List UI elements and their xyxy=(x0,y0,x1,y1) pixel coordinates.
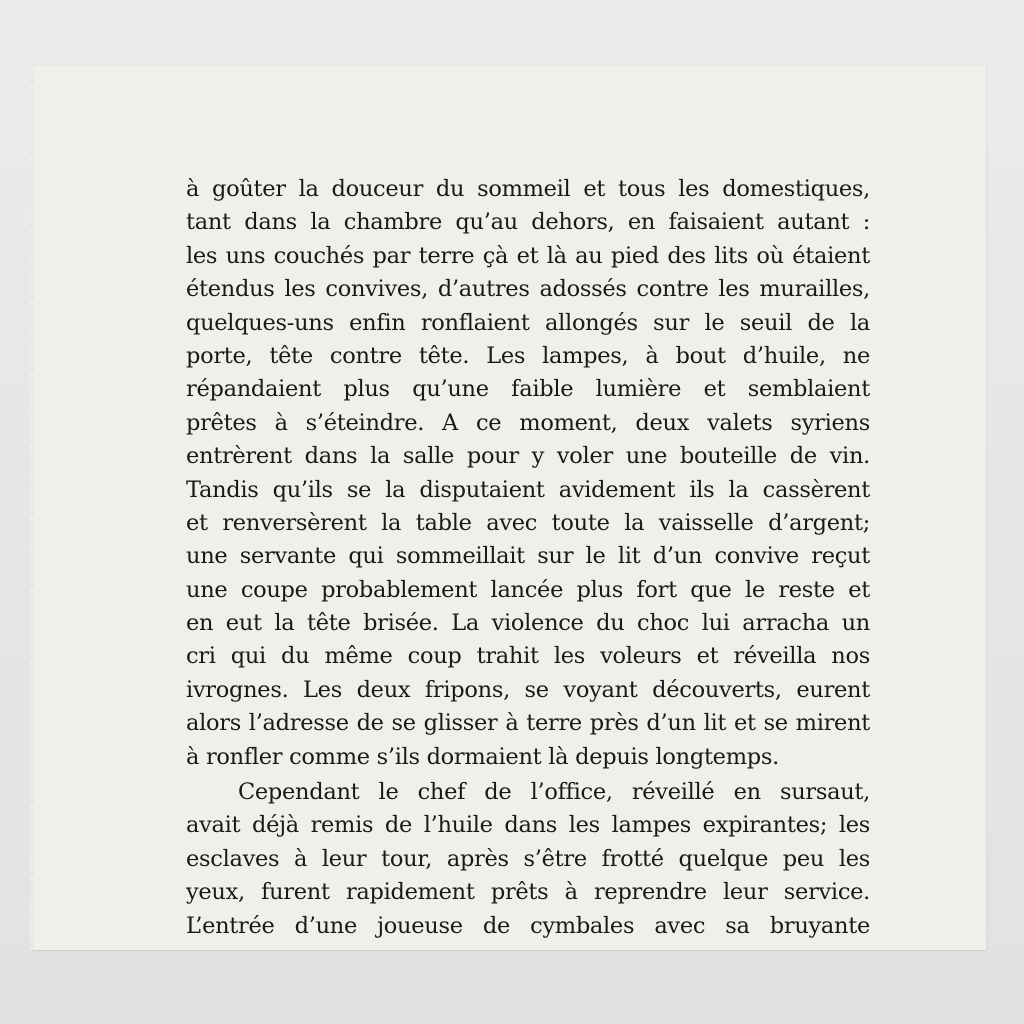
text-line: porte, tête contre tête. Les lampes, à bout d’huile, ne xyxy=(186,342,870,369)
text-line: à goûter la douceur du sommeil et tous les domestiques, xyxy=(186,176,870,202)
text-line: ivrognes. Les deux fripons, se voyant découverts, eurent xyxy=(186,676,870,703)
text-line: une servante qui sommeillait sur le lit d’un convive reçut xyxy=(186,543,870,570)
text-line: L’entrée d’une joueuse de cymbales avec sa bruyante xyxy=(186,912,870,939)
text-line: alors l’adresse de se glisser à terre près d’un lit et se mirent xyxy=(186,710,870,737)
text-line: yeux, furent rapidement prêts à reprendre leur service. xyxy=(186,879,870,906)
deckled-edge xyxy=(30,66,34,950)
text-line: répandaient plus qu’une faible lumière et semblaient xyxy=(186,376,870,403)
text-line: cri qui du même coup trahit les voleurs et réveilla nos xyxy=(186,643,870,670)
paragraph-first-line: Cependant le chef de l’office, réveillé en sursaut, xyxy=(238,779,870,806)
text-line: entrèrent dans la salle pour y voler une bouteille de vin. xyxy=(186,443,870,470)
text-line: et renversèrent la table avec toute la vaisselle d’argent; xyxy=(186,509,870,536)
text-line: avait déjà remis de l’huile dans les lampes expirantes; les xyxy=(186,812,870,839)
text-line: tant dans la chambre qu’au dehors, en faisaient autant : xyxy=(186,209,870,236)
paragraph-last-line: à ronfler comme s’ils dormaient là depuis longtemps. xyxy=(186,743,779,770)
text-line: en eut la tête brisée. La violence du choc lui arracha un xyxy=(186,610,870,637)
text-line: esclaves à leur tour, après s’être frotté quelque peu les xyxy=(186,845,870,872)
text-line: Tandis qu’ils se la disputaient avidement ils la cassèrent xyxy=(186,476,870,503)
text-line: les uns couchés par terre çà et là au pied des lits où étaient xyxy=(186,242,870,269)
text-line: prêtes à s’éteindre. A ce moment, deux valets syriens xyxy=(186,409,870,436)
text-line: quelques-uns enfin ronflaient allongés sur le seuil de la xyxy=(186,309,870,336)
text-line: une coupe probablement lancée plus fort que le reste et xyxy=(186,576,870,603)
text-line: étendus les convives, d’autres adossés contre les murailles, xyxy=(186,276,870,303)
body-text xyxy=(186,173,870,943)
